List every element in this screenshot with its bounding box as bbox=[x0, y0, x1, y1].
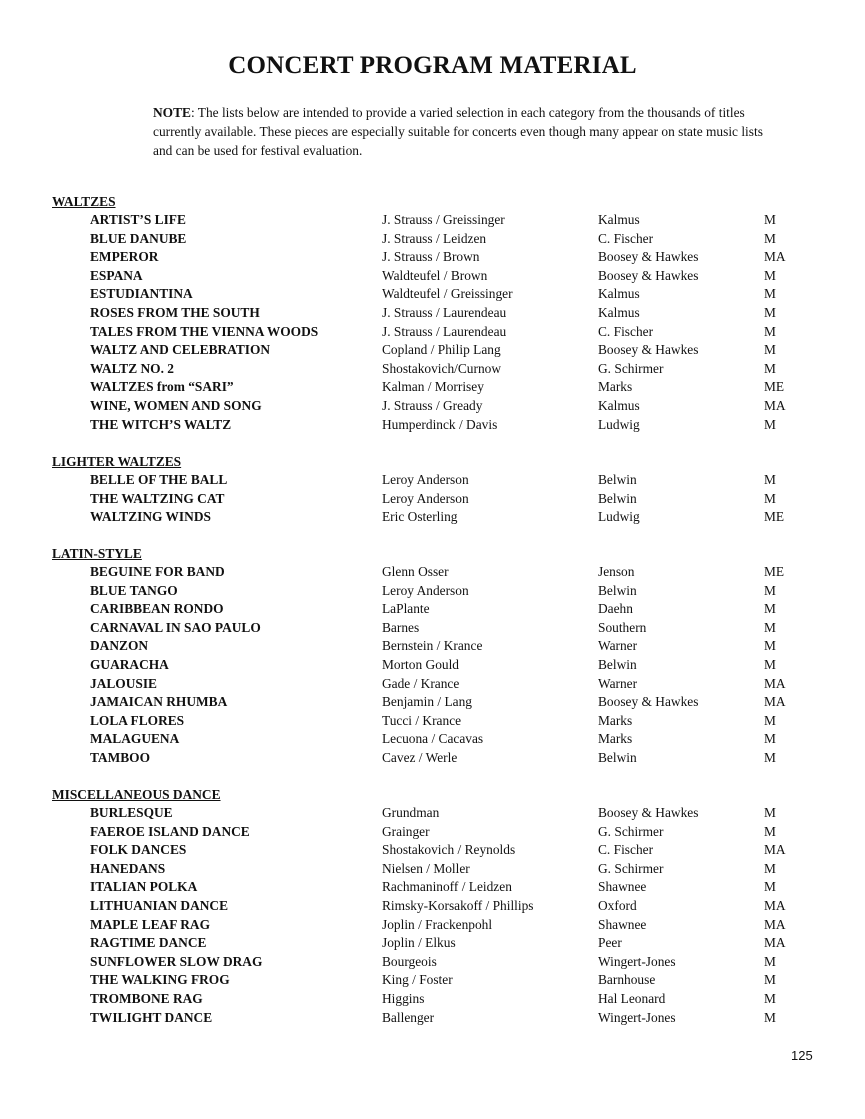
publisher: Barnhouse bbox=[598, 972, 656, 988]
composer-arranger: Lecuona / Cacavas bbox=[382, 731, 484, 747]
grade: M bbox=[764, 972, 776, 988]
piece-title: JALOUSIE bbox=[90, 675, 157, 691]
publisher: G. Schirmer bbox=[598, 823, 664, 839]
composer-arranger: J. Strauss / Gready bbox=[382, 397, 483, 413]
publisher: Jenson bbox=[598, 564, 635, 579]
grade: MA bbox=[764, 249, 786, 265]
publisher: Shawnee bbox=[598, 916, 647, 932]
page-number: 125 bbox=[791, 1048, 813, 1063]
list-row bbox=[52, 323, 832, 342]
publisher: Marks bbox=[598, 731, 633, 747]
publisher: Boosey & Hawkes bbox=[598, 267, 699, 283]
piece-title: BURLESQUE bbox=[90, 805, 173, 820]
publisher: Kalmus bbox=[598, 304, 640, 320]
list-row bbox=[52, 971, 832, 990]
composer-arranger: J. Strauss / Laurendeau bbox=[382, 304, 507, 320]
composer-arranger: LaPlante bbox=[382, 601, 430, 617]
grade: M bbox=[764, 416, 776, 432]
composer-arranger: Waldteufel / Brown bbox=[382, 267, 488, 283]
list-row bbox=[52, 341, 832, 360]
grade: M bbox=[764, 953, 776, 969]
grade: M bbox=[764, 823, 776, 839]
publisher: Ludwig bbox=[598, 416, 640, 432]
list-row bbox=[52, 730, 832, 749]
composer-arranger: Grainger bbox=[382, 823, 430, 839]
composer-arranger: Humperdinck / Davis bbox=[382, 416, 498, 432]
section-lighter-waltzes bbox=[52, 453, 832, 527]
composer-arranger: J. Strauss / Brown bbox=[382, 249, 480, 265]
composer-arranger: Eric Osterling bbox=[382, 509, 458, 525]
grade: ME bbox=[764, 564, 785, 579]
composer-arranger: Leroy Anderson bbox=[382, 490, 469, 506]
composer-arranger: Morton Gould bbox=[382, 656, 459, 672]
list-row bbox=[52, 841, 832, 860]
composer-arranger: Rimsky-Korsakoff / Phillips bbox=[382, 897, 534, 913]
composer-arranger: Shostakovich/Curnow bbox=[382, 360, 502, 376]
grade: ME bbox=[764, 509, 785, 525]
publisher: Warner bbox=[598, 638, 638, 654]
list-row bbox=[52, 211, 832, 230]
piece-title: MALAGUENA bbox=[90, 731, 180, 747]
piece-title: DANZON bbox=[90, 638, 149, 654]
piece-title: BLUE DANUBE bbox=[90, 230, 187, 246]
publisher: G. Schirmer bbox=[598, 360, 664, 376]
piece-title: ITALIAN POLKA bbox=[90, 879, 198, 895]
grade: MA bbox=[764, 675, 786, 691]
composer-arranger: Bourgeois bbox=[382, 953, 437, 969]
piece-title: EMPEROR bbox=[90, 249, 159, 265]
composer-arranger: Kalman / Morrisey bbox=[382, 379, 484, 395]
grade: M bbox=[764, 601, 776, 617]
grade: M bbox=[764, 656, 776, 672]
section-heading: LIGHTER WALTZES bbox=[52, 454, 182, 469]
list-row bbox=[52, 360, 832, 379]
grade: M bbox=[764, 267, 776, 283]
piece-title: ESPANA bbox=[90, 267, 143, 283]
publisher: Marks bbox=[598, 712, 633, 728]
list-row bbox=[52, 804, 832, 823]
publisher: Boosey & Hawkes bbox=[598, 249, 699, 265]
page-title: CONCERT PROGRAM MATERIAL bbox=[228, 52, 637, 79]
publisher: Belwin bbox=[598, 472, 637, 487]
list-row bbox=[52, 490, 832, 509]
composer-arranger: Shostakovich / Reynolds bbox=[382, 842, 516, 858]
composer-arranger: J. Strauss / Greissinger bbox=[382, 212, 505, 227]
publisher: Wingert-Jones bbox=[598, 953, 676, 969]
piece-title: GUARACHA bbox=[90, 656, 169, 672]
grade: M bbox=[764, 230, 776, 246]
publisher: Boosey & Hawkes bbox=[598, 694, 699, 710]
publisher: Oxford bbox=[598, 897, 637, 913]
list-row bbox=[52, 675, 832, 694]
piece-title: THE WALKING FROG bbox=[90, 972, 230, 988]
list-row bbox=[52, 248, 832, 267]
publisher: Daehn bbox=[598, 601, 633, 617]
grade: M bbox=[764, 212, 776, 227]
grade: M bbox=[764, 731, 776, 747]
piece-title: WALTZES from “SARI” bbox=[90, 379, 234, 395]
composer-arranger: King / Foster bbox=[382, 972, 453, 988]
publisher: Belwin bbox=[598, 656, 637, 672]
publisher: C. Fischer bbox=[598, 842, 654, 858]
publisher: Wingert-Jones bbox=[598, 1009, 676, 1025]
note-label: NOTE bbox=[153, 105, 191, 120]
piece-title: TROMBONE RAG bbox=[90, 990, 203, 1006]
grade: MA bbox=[764, 897, 786, 913]
composer-arranger: Cavez / Werle bbox=[382, 749, 458, 765]
publisher: Boosey & Hawkes bbox=[598, 805, 699, 820]
piece-title: BEGUINE FOR BAND bbox=[90, 564, 225, 579]
publisher: C. Fischer bbox=[598, 230, 654, 246]
list-row bbox=[52, 471, 832, 490]
list-row bbox=[52, 1009, 832, 1028]
grade: M bbox=[764, 582, 776, 598]
publisher: Peer bbox=[598, 935, 622, 951]
grade: MA bbox=[764, 935, 786, 951]
section-heading: WALTZES bbox=[52, 194, 116, 209]
list-row bbox=[52, 693, 832, 712]
section-heading: LATIN-STYLE bbox=[52, 546, 142, 561]
piece-title: ARTIST’S LIFE bbox=[90, 212, 186, 227]
composer-arranger: Waldteufel / Greissinger bbox=[382, 286, 513, 302]
composer-arranger: Glenn Osser bbox=[382, 564, 449, 579]
composer-arranger: J. Strauss / Leidzen bbox=[382, 230, 487, 246]
piece-title: CARNAVAL IN SAO PAULO bbox=[90, 619, 261, 635]
piece-title: THE WITCH’S WALTZ bbox=[90, 416, 232, 432]
piece-title: ROSES FROM THE SOUTH bbox=[90, 304, 260, 320]
piece-title: THE WALTZING CAT bbox=[90, 490, 225, 506]
publisher: Marks bbox=[598, 379, 633, 395]
grade: M bbox=[764, 286, 776, 302]
composer-arranger: Benjamin / Lang bbox=[382, 694, 472, 710]
piece-title: BELLE OF THE BALL bbox=[90, 472, 228, 487]
composer-arranger: Higgins bbox=[382, 990, 425, 1006]
grade: MA bbox=[764, 397, 786, 413]
list-row bbox=[52, 416, 832, 435]
publisher: Kalmus bbox=[598, 212, 640, 227]
composer-arranger: Gade / Krance bbox=[382, 675, 460, 691]
piece-title: ESTUDIANTINA bbox=[90, 286, 193, 302]
composer-arranger: Joplin / Elkus bbox=[382, 935, 456, 951]
publisher: Kalmus bbox=[598, 397, 640, 413]
grade: M bbox=[764, 712, 776, 728]
composer-arranger: Barnes bbox=[382, 619, 420, 635]
publisher: Belwin bbox=[598, 582, 637, 598]
composer-arranger: Leroy Anderson bbox=[382, 582, 469, 598]
composer-arranger: Ballenger bbox=[382, 1009, 435, 1025]
publisher: Shawnee bbox=[598, 879, 647, 895]
list-row bbox=[52, 582, 832, 601]
list-row bbox=[52, 230, 832, 249]
list-row bbox=[52, 916, 832, 935]
composer-arranger: Copland / Philip Lang bbox=[382, 342, 501, 358]
list-row bbox=[52, 285, 832, 304]
publisher: Southern bbox=[598, 619, 647, 635]
list-row bbox=[52, 860, 832, 879]
note-text: : The lists below are intended to provide a varied selection in each category from the thousands of titles currently available. These pieces are especially suitable for concerts even though many appear on state music lists and can be used for festival evaluation. bbox=[153, 105, 763, 158]
list-row bbox=[52, 619, 832, 638]
grade: M bbox=[764, 472, 776, 487]
publisher: C. Fischer bbox=[598, 323, 654, 339]
grade: M bbox=[764, 490, 776, 506]
publisher: Belwin bbox=[598, 749, 637, 765]
section-waltzes bbox=[52, 193, 832, 434]
grade: M bbox=[764, 879, 776, 895]
list-row bbox=[52, 637, 832, 656]
list-row bbox=[52, 878, 832, 897]
composer-arranger: Grundman bbox=[382, 805, 440, 820]
grade: M bbox=[764, 638, 776, 654]
list-row bbox=[52, 712, 832, 731]
piece-title: RAGTIME DANCE bbox=[90, 935, 207, 951]
grade: M bbox=[764, 805, 776, 820]
piece-title: LITHUANIAN DANCE bbox=[90, 897, 229, 913]
publisher: Warner bbox=[598, 675, 638, 691]
piece-title: WALTZING WINDS bbox=[90, 509, 211, 525]
list-row bbox=[52, 953, 832, 972]
grade: M bbox=[764, 1009, 776, 1025]
list-row bbox=[52, 934, 832, 953]
piece-title: FOLK DANCES bbox=[90, 842, 187, 858]
composer-arranger: Nielsen / Moller bbox=[382, 860, 470, 876]
piece-title: TAMBOO bbox=[90, 749, 151, 765]
publisher: Boosey & Hawkes bbox=[598, 342, 699, 358]
publisher: Ludwig bbox=[598, 509, 640, 525]
piece-title: JAMAICAN RHUMBA bbox=[90, 694, 228, 710]
list-row bbox=[52, 823, 832, 842]
section-latin-style bbox=[52, 545, 832, 768]
publisher: Hal Leonard bbox=[598, 990, 666, 1006]
list-row bbox=[52, 749, 832, 768]
grade: M bbox=[764, 860, 776, 876]
piece-title: MAPLE LEAF RAG bbox=[90, 916, 211, 932]
list-row bbox=[52, 990, 832, 1009]
grade: MA bbox=[764, 916, 786, 932]
grade: M bbox=[764, 619, 776, 635]
piece-title: HANEDANS bbox=[90, 860, 166, 876]
composer-arranger: Joplin / Frackenpohl bbox=[382, 916, 493, 932]
grade: M bbox=[764, 749, 776, 765]
note-paragraph bbox=[153, 103, 763, 160]
piece-title: TWILIGHT DANCE bbox=[90, 1009, 213, 1025]
list-row bbox=[52, 378, 832, 397]
publisher: Belwin bbox=[598, 490, 637, 506]
list-row bbox=[52, 600, 832, 619]
list-row bbox=[52, 508, 832, 527]
grade: M bbox=[764, 304, 776, 320]
list-row bbox=[52, 563, 832, 582]
piece-title: CARIBBEAN RONDO bbox=[90, 601, 224, 617]
list-row bbox=[52, 304, 832, 323]
composer-arranger: Rachmaninoff / Leidzen bbox=[382, 879, 512, 895]
grade: M bbox=[764, 342, 776, 358]
piece-title: FAEROE ISLAND DANCE bbox=[90, 823, 250, 839]
composer-arranger: Leroy Anderson bbox=[382, 472, 469, 487]
grade: M bbox=[764, 990, 776, 1006]
grade: M bbox=[764, 323, 776, 339]
composer-arranger: J. Strauss / Laurendeau bbox=[382, 323, 507, 339]
list-row bbox=[52, 267, 832, 286]
list-row bbox=[52, 656, 832, 675]
section-miscellaneous-dance bbox=[52, 786, 832, 1027]
piece-title: WINE, WOMEN AND SONG bbox=[90, 397, 262, 413]
grade: M bbox=[764, 360, 776, 376]
piece-title: WALTZ AND CELEBRATION bbox=[90, 342, 271, 358]
publisher: Kalmus bbox=[598, 286, 640, 302]
list-row bbox=[52, 397, 832, 416]
list-row bbox=[52, 897, 832, 916]
grade: ME bbox=[764, 379, 785, 395]
piece-title: WALTZ NO. 2 bbox=[90, 360, 174, 376]
section-heading: MISCELLANEOUS DANCE bbox=[52, 787, 221, 802]
grade: MA bbox=[764, 694, 786, 710]
piece-title: SUNFLOWER SLOW DRAG bbox=[90, 953, 263, 969]
piece-title: BLUE TANGO bbox=[90, 582, 178, 598]
composer-arranger: Tucci / Krance bbox=[382, 712, 462, 728]
piece-title: TALES FROM THE VIENNA WOODS bbox=[90, 323, 319, 339]
grade: MA bbox=[764, 842, 786, 858]
piece-title: LOLA FLORES bbox=[90, 712, 185, 728]
composer-arranger: Bernstein / Krance bbox=[382, 638, 483, 654]
publisher: G. Schirmer bbox=[598, 860, 664, 876]
